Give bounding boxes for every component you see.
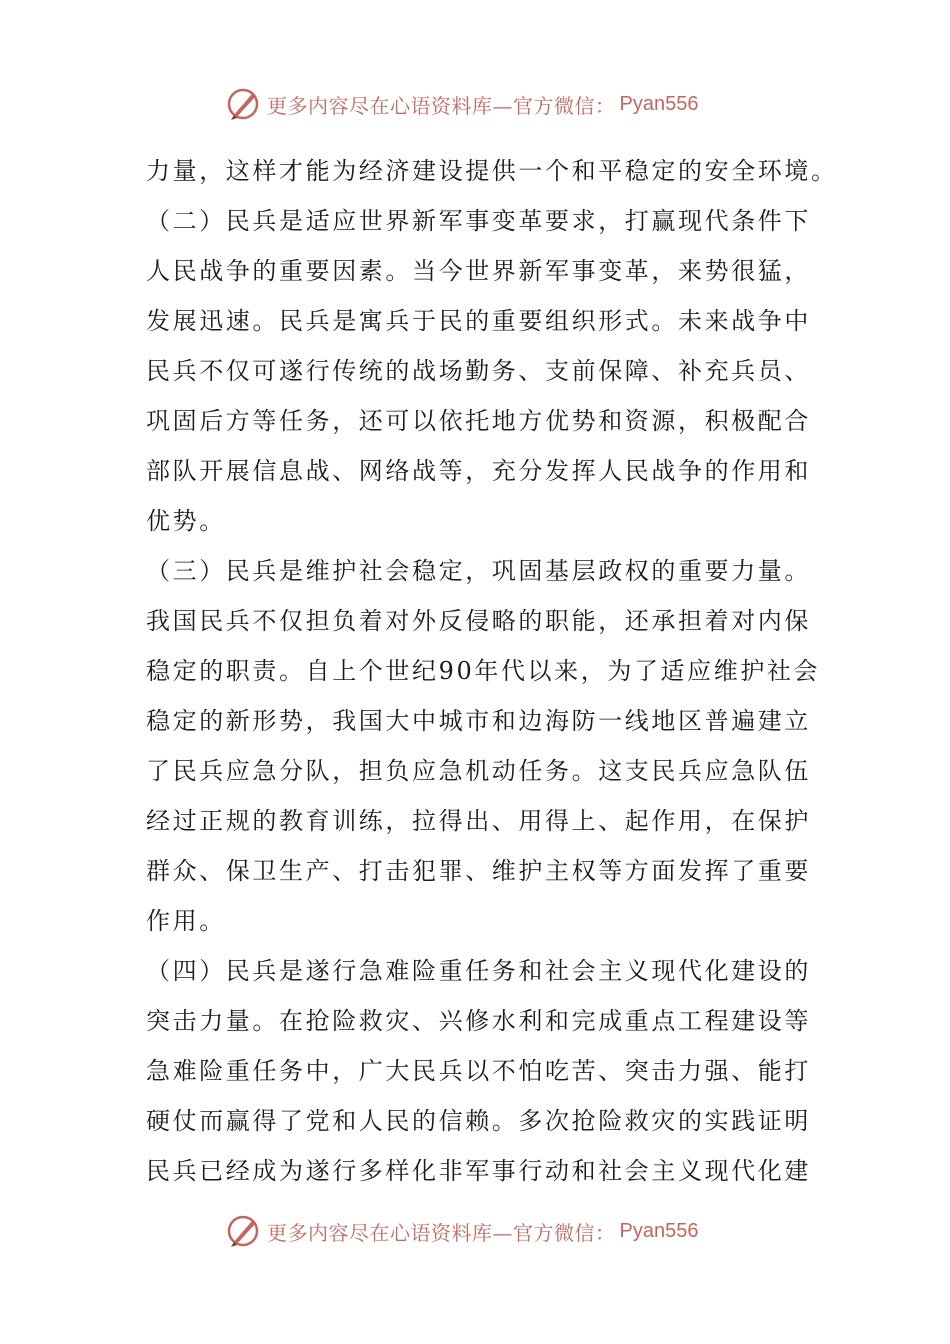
watermark-text: 更多内容尽在心语资料库—官方微信： [267, 1220, 616, 1245]
text-line: 部队开展信息战、网络战等，充分发挥人民战争的作用和 [146, 457, 811, 485]
text-line: 稳定的职责。自上个世纪90年代以来，为了适应维护社会 [146, 657, 821, 685]
text-line: 经过正规的教育训练，拉得出、用得上、起作用，在保护 [146, 807, 811, 835]
watermark-text: 更多内容尽在心语资料库—官方微信： [267, 93, 616, 118]
header-watermark [225, 82, 745, 126]
pen-logo-icon [225, 86, 261, 122]
text-line: 硬仗而赢得了党和人民的信赖。多次抢险救灾的实践证明 [146, 1107, 811, 1135]
text-line: 稳定的新形势，我国大中城市和边海防一线地区普遍建立 [146, 707, 811, 735]
pen-logo-icon [225, 1213, 261, 1249]
text-line: 巩固后方等任务，还可以依托地方优势和资源，积极配合 [146, 407, 811, 435]
text-line: 突击力量。在抢险救灾、兴修水利和完成重点工程建设等 [146, 1007, 811, 1035]
text-line: 了民兵应急分队，担负应急机动任务。这支民兵应急队伍 [146, 757, 811, 785]
watermark-wechat-id: Pyan556 [619, 92, 699, 115]
text-line: 民兵不仅可遂行传统的战场勤务、支前保障、补充兵员、 [146, 357, 811, 385]
text-line: 急难险重任务中，广大民兵以不怕吃苦、突击力强、能打 [146, 1057, 811, 1085]
text-line: 发展迅速。民兵是寓兵于民的重要组织形式。未来战争中 [146, 307, 811, 335]
watermark-wechat-id: Pyan556 [619, 1219, 699, 1242]
text-line: 人民战争的重要因素。当今世界新军事变革，来势很猛， [146, 257, 811, 285]
text-line: 作用。 [146, 907, 226, 935]
footer-watermark [225, 1209, 745, 1253]
text-line: 优势。 [146, 507, 226, 535]
text-line: （三）民兵是维护社会稳定，巩固基层政权的重要力量。 [146, 557, 811, 585]
text-line: 群众、保卫生产、打击犯罪、维护主权等方面发挥了重要 [146, 857, 811, 885]
text-line: 力量，这样才能为经济建设提供一个和平稳定的安全环境。 [146, 157, 838, 185]
text-line: 民兵已经成为遂行多样化非军事行动和社会主义现代化建 [146, 1157, 811, 1185]
text-line: （二）民兵是适应世界新军事变革要求，打赢现代条件下 [146, 207, 811, 235]
document-body [146, 146, 838, 1196]
text-line: （四）民兵是遂行急难险重任务和社会主义现代化建设的 [146, 957, 811, 985]
text-line: 我国民兵不仅担负着对外反侵略的职能，还承担着对内保 [146, 607, 811, 635]
